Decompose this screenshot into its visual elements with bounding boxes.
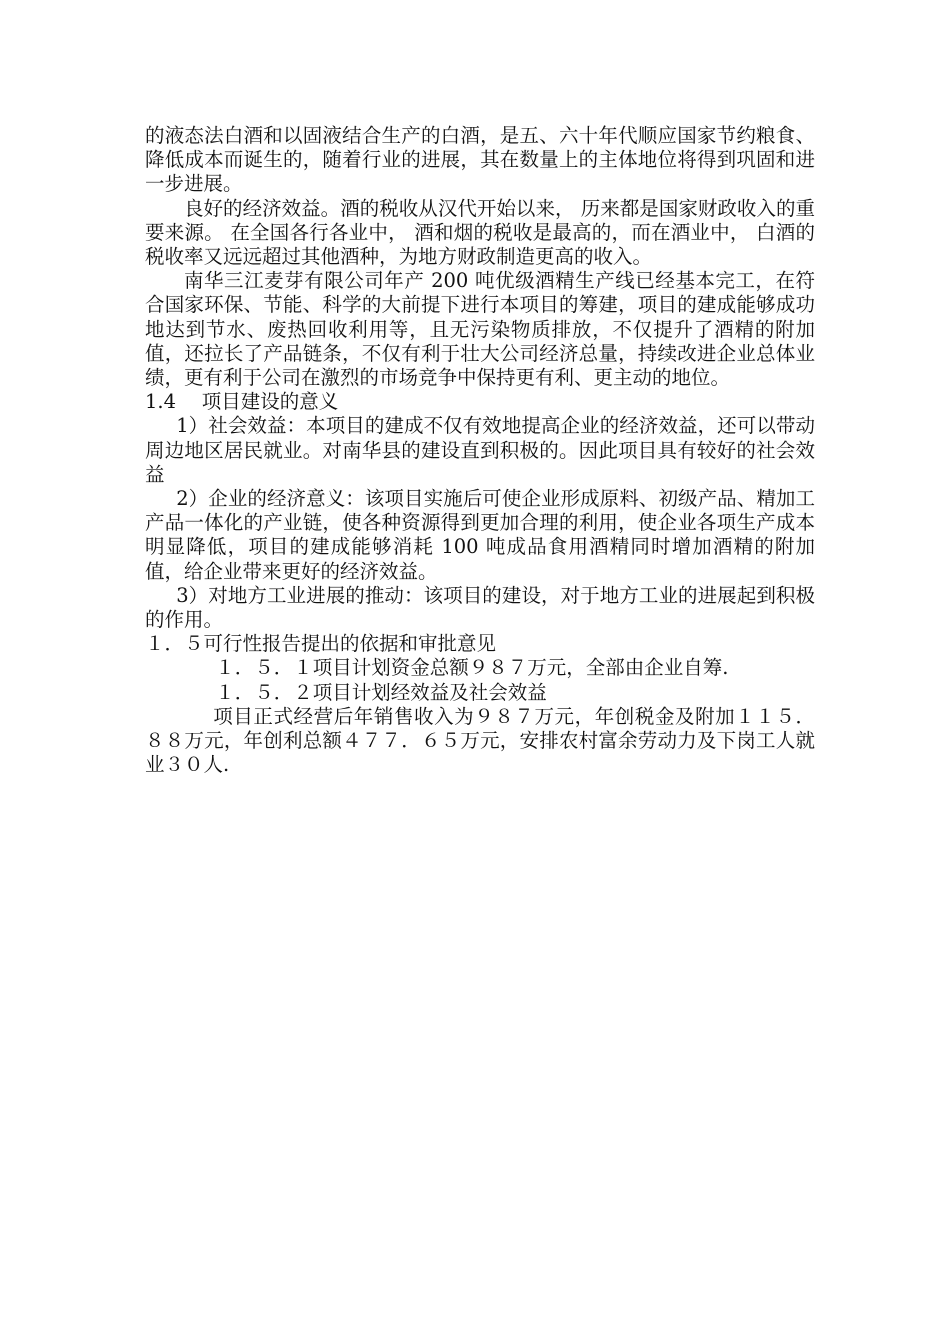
subsection-1-5-2: １．５．２项目计划经效益及社会效益 bbox=[215, 680, 547, 704]
paragraph-revenue-summary: 项目正式经营后年销售收入为９８７万元，年创税金及附加１１５．８８万元，年创利总额４７７．６５万元，安排农村富余劳动力及下岗工人就业３０人. bbox=[145, 704, 815, 777]
paragraph-economic-benefit: 良好的经济效益。酒的税收从汉代开始以来， 历来都是国家财政收入的重要来源。 在全国各行各业中， 酒和烟的税收是最高的，而在酒业中， 白酒的税收率又远远超过其他酒种，为地方财政制造更高的收入。 bbox=[145, 196, 815, 269]
section-heading-1-4: 1.4 项目建设的意义 bbox=[145, 390, 339, 414]
paragraph-local-industry: 3）对地方工业进展的推动：该项目的建设，对于地方工业的进展起到积极的作用。 bbox=[145, 583, 815, 632]
subsection-1-5-1: １．５．１项目计划资金总额９８７万元，全部由企业自筹. bbox=[215, 656, 729, 680]
paragraph-enterprise-meaning: 2）企业的经济意义：该项目实施后可使企业形成原料、初级产品、精加工产品一体化的产业链，使各种资源得到更加合理的利用，使企业各项生产成本明显降低，项目的建成能够消耗 100 吨成品食用酒精同时增加酒精的附加值，给企业带来更好的经济效益。 bbox=[145, 487, 815, 583]
section-heading-1-5: １．５可行性报告提出的依据和审批意见 bbox=[145, 632, 497, 656]
paragraph-liquid-baijiu: 的液态法白酒和以固液结合生产的白酒，是五、六十年代顺应国家节约粮食、降低成本而诞生的，随着行业的进展，其在数量上的主体地位将得到巩固和进一步进展。 bbox=[145, 124, 815, 196]
document-body bbox=[145, 124, 815, 777]
paragraph-social-benefit: 1）社会效益：本项目的建成不仅有效地提高企业的经济效益，还可以带动周边地区居民就业。对南华县的建设直到积极的。因此项目具有较好的社会效益 bbox=[145, 414, 815, 486]
paragraph-company-project: 南华三江麦芽有限公司年产 200 吨优级酒精生产线已经基本完工，在符合国家环保、节能、科学的大前提下进行本项目的筹建，项目的建成能够成功地达到节水、废热回收利用等，且无污染物质排放，不仅提升了酒精的附加值，还拉长了产品链条，不仅有利于壮大公司经济总量，持续改进企业总体业绩，更有利于公司在激烈的市场竞争中保持更有利、更主动的地位。 bbox=[145, 269, 815, 390]
